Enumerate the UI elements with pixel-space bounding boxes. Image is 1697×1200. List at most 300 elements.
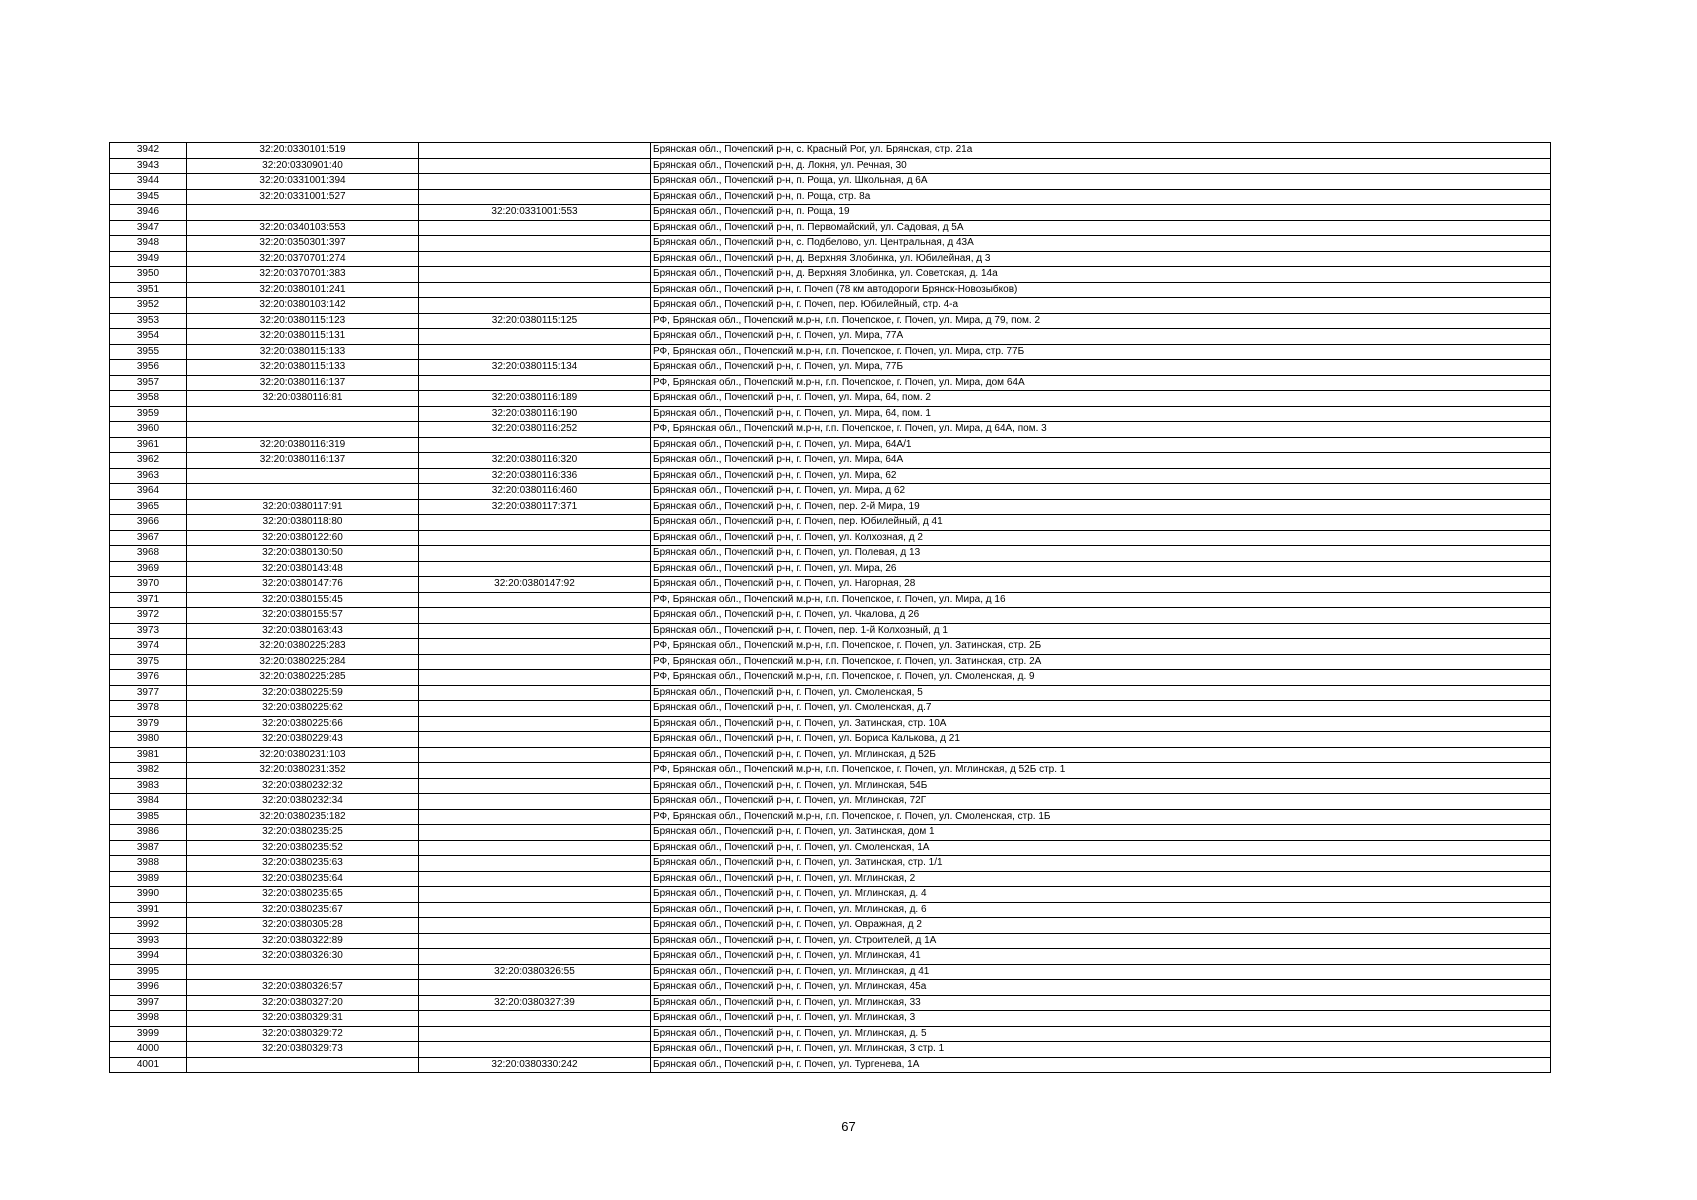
land-cadastral-number-cell: 32:20:0380235:25 xyxy=(187,825,419,841)
table-row xyxy=(110,422,1551,438)
land-cadastral-number-cell: 32:20:0331001:394 xyxy=(187,174,419,190)
address-cell: Брянская обл., Почепский р-н, г. Почеп (78 км автодороги Брянск-Новозыбков) xyxy=(651,282,1551,298)
land-cadastral-number-cell: 32:20:0380116:319 xyxy=(187,437,419,453)
table-row xyxy=(110,933,1551,949)
table-row xyxy=(110,670,1551,686)
land-cadastral-number-cell: 32:20:0380225:66 xyxy=(187,716,419,732)
row-number-cell: 3989 xyxy=(110,871,187,887)
row-number-cell: 3969 xyxy=(110,561,187,577)
row-number-cell: 3946 xyxy=(110,205,187,221)
address-cell: Брянская обл., Почепский р-н, г. Почеп, ул. Чкалова, д 26 xyxy=(651,608,1551,624)
land-cadastral-number-cell: 32:20:0380329:31 xyxy=(187,1011,419,1027)
table-row xyxy=(110,825,1551,841)
row-number-cell: 3942 xyxy=(110,143,187,159)
address-cell: Брянская обл., Почепский р-н, п. Роща, стр. 8а xyxy=(651,189,1551,205)
land-cadastral-number-cell: 32:20:0380235:182 xyxy=(187,809,419,825)
table-row xyxy=(110,267,1551,283)
address-cell: Брянская обл., Почепский р-н, г. Почеп, ул. Мира, 64, пом. 1 xyxy=(651,406,1551,422)
row-number-cell: 3950 xyxy=(110,267,187,283)
land-cadastral-number-cell: 32:20:0380225:62 xyxy=(187,701,419,717)
table-row xyxy=(110,329,1551,345)
address-cell: Брянская обл., Почепский р-н, г. Почеп, ул. Мира, 64, пом. 2 xyxy=(651,391,1551,407)
row-number-cell: 3985 xyxy=(110,809,187,825)
object-cadastral-number-cell: 32:20:0380326:55 xyxy=(419,964,651,980)
row-number-cell: 3960 xyxy=(110,422,187,438)
registry-table-body xyxy=(110,143,1551,1073)
land-cadastral-number-cell: 32:20:0380322:89 xyxy=(187,933,419,949)
address-cell: Брянская обл., Почепский р-н, г. Почеп, ул. Затинская, стр. 1/1 xyxy=(651,856,1551,872)
row-number-cell: 3998 xyxy=(110,1011,187,1027)
land-cadastral-number-cell: 32:20:0380329:72 xyxy=(187,1026,419,1042)
row-number-cell: 3954 xyxy=(110,329,187,345)
address-cell: Брянская обл., Почепский р-н, г. Почеп, ул. Мира, 64А xyxy=(651,453,1551,469)
row-number-cell: 3995 xyxy=(110,964,187,980)
address-cell: Брянская обл., Почепский р-н, г. Почеп, ул. Мглинская, д. 6 xyxy=(651,902,1551,918)
object-cadastral-number-cell xyxy=(419,856,651,872)
table-row xyxy=(110,530,1551,546)
address-cell: Брянская обл., Почепский р-н, с. Подбелово, ул. Центральная, д 43А xyxy=(651,236,1551,252)
address-cell: Брянская обл., Почепский р-н, г. Почеп, ул. Мглинская, д. 4 xyxy=(651,887,1551,903)
land-cadastral-number-cell: 32:20:0370701:383 xyxy=(187,267,419,283)
land-cadastral-number-cell: 32:20:0380232:34 xyxy=(187,794,419,810)
land-cadastral-number-cell: 32:20:0380115:133 xyxy=(187,360,419,376)
row-number-cell: 3994 xyxy=(110,949,187,965)
row-number-cell: 3965 xyxy=(110,499,187,515)
object-cadastral-number-cell xyxy=(419,189,651,205)
land-cadastral-number-cell: 32:20:0380115:131 xyxy=(187,329,419,345)
table-row xyxy=(110,158,1551,174)
row-number-cell: 3990 xyxy=(110,887,187,903)
object-cadastral-number-cell xyxy=(419,701,651,717)
table-row xyxy=(110,639,1551,655)
object-cadastral-number-cell xyxy=(419,251,651,267)
table-row xyxy=(110,406,1551,422)
row-number-cell: 3948 xyxy=(110,236,187,252)
address-cell: РФ, Брянская обл., Почепский м.р-н, г.п. Почепское, г. Почеп, ул. Мира, д 16 xyxy=(651,592,1551,608)
address-cell: Брянская обл., Почепский р-н, г. Почеп, ул. Нагорная, 28 xyxy=(651,577,1551,593)
object-cadastral-number-cell xyxy=(419,546,651,562)
table-row xyxy=(110,949,1551,965)
row-number-cell: 3981 xyxy=(110,747,187,763)
object-cadastral-number-cell xyxy=(419,515,651,531)
row-number-cell: 3991 xyxy=(110,902,187,918)
land-cadastral-number-cell: 32:20:0380117:91 xyxy=(187,499,419,515)
object-cadastral-number-cell: 32:20:0380116:460 xyxy=(419,484,651,500)
row-number-cell: 3996 xyxy=(110,980,187,996)
row-number-cell: 3975 xyxy=(110,654,187,670)
object-cadastral-number-cell: 32:20:0380115:125 xyxy=(419,313,651,329)
address-cell: РФ, Брянская обл., Почепский м.р-н, г.п. Почепское, г. Почеп, ул. Смоленская, стр. 1Б xyxy=(651,809,1551,825)
address-cell: Брянская обл., Почепский р-н, г. Почеп, ул. Мглинская, д 41 xyxy=(651,964,1551,980)
table-row xyxy=(110,1042,1551,1058)
address-cell: Брянская обл., Почепский р-н, г. Почеп, ул. Мира, 77Б xyxy=(651,360,1551,376)
table-row xyxy=(110,856,1551,872)
object-cadastral-number-cell xyxy=(419,778,651,794)
address-cell: Брянская обл., Почепский р-н, г. Почеп, ул. Мглинская, 45а xyxy=(651,980,1551,996)
land-cadastral-number-cell: 32:20:0380225:284 xyxy=(187,654,419,670)
registry-table xyxy=(109,142,1551,1073)
object-cadastral-number-cell: 32:20:0380330:242 xyxy=(419,1057,651,1073)
row-number-cell: 4001 xyxy=(110,1057,187,1073)
address-cell: Брянская обл., Почепский р-н, г. Почеп, ул. Мглинская, 41 xyxy=(651,949,1551,965)
address-cell: Брянская обл., Почепский р-н, г. Почеп, ул. Затинская, дом 1 xyxy=(651,825,1551,841)
table-row xyxy=(110,778,1551,794)
table-row xyxy=(110,654,1551,670)
land-cadastral-number-cell: 32:20:0380235:64 xyxy=(187,871,419,887)
land-cadastral-number-cell: 32:20:0380231:352 xyxy=(187,763,419,779)
table-row xyxy=(110,251,1551,267)
table-row xyxy=(110,918,1551,934)
address-cell: Брянская обл., Почепский р-н, д. Локня, ул. Речная, 30 xyxy=(651,158,1551,174)
land-cadastral-number-cell: 32:20:0380116:137 xyxy=(187,453,419,469)
land-cadastral-number-cell: 32:20:0380225:283 xyxy=(187,639,419,655)
address-cell: Брянская обл., Почепский р-н, г. Почеп, ул. Мира, 62 xyxy=(651,468,1551,484)
address-cell: Брянская обл., Почепский р-н, г. Почеп, ул. Полевая, д 13 xyxy=(651,546,1551,562)
row-number-cell: 3962 xyxy=(110,453,187,469)
row-number-cell: 3988 xyxy=(110,856,187,872)
object-cadastral-number-cell: 32:20:0331001:553 xyxy=(419,205,651,221)
object-cadastral-number-cell: 32:20:0380116:336 xyxy=(419,468,651,484)
object-cadastral-number-cell: 32:20:0380116:190 xyxy=(419,406,651,422)
object-cadastral-number-cell: 32:20:0380116:320 xyxy=(419,453,651,469)
row-number-cell: 3952 xyxy=(110,298,187,314)
address-cell: Брянская обл., Почепский р-н, п. Роща, 19 xyxy=(651,205,1551,221)
row-number-cell: 3977 xyxy=(110,685,187,701)
object-cadastral-number-cell xyxy=(419,902,651,918)
table-row xyxy=(110,1026,1551,1042)
address-cell: Брянская обл., Почепский р-н, д. Верхняя Злобинка, ул. Советская, д. 14а xyxy=(651,267,1551,283)
address-cell: РФ, Брянская обл., Почепский м.р-н, г.п. Почепское, г. Почеп, ул. Мглинская, д 52Б стр. 1 xyxy=(651,763,1551,779)
land-cadastral-number-cell xyxy=(187,964,419,980)
land-cadastral-number-cell: 32:20:0380235:52 xyxy=(187,840,419,856)
object-cadastral-number-cell xyxy=(419,840,651,856)
address-cell: РФ, Брянская обл., Почепский м.р-н, г.п. Почепское, г. Почеп, ул. Мира, д 79, пом. 2 xyxy=(651,313,1551,329)
table-row xyxy=(110,484,1551,500)
land-cadastral-number-cell: 32:20:0380116:81 xyxy=(187,391,419,407)
row-number-cell: 3957 xyxy=(110,375,187,391)
land-cadastral-number-cell: 32:20:0380235:63 xyxy=(187,856,419,872)
row-number-cell: 3958 xyxy=(110,391,187,407)
object-cadastral-number-cell xyxy=(419,158,651,174)
row-number-cell: 3943 xyxy=(110,158,187,174)
address-cell: Брянская обл., Почепский р-н, г. Почеп, ул. Мглинская, д. 5 xyxy=(651,1026,1551,1042)
object-cadastral-number-cell xyxy=(419,282,651,298)
table-row xyxy=(110,344,1551,360)
table-row xyxy=(110,437,1551,453)
land-cadastral-number-cell: 32:20:0380305:28 xyxy=(187,918,419,934)
address-cell: Брянская обл., Почепский р-н, г. Почеп, ул. Смоленская, д.7 xyxy=(651,701,1551,717)
land-cadastral-number-cell: 32:20:0380327:20 xyxy=(187,995,419,1011)
table-row xyxy=(110,189,1551,205)
land-cadastral-number-cell: 32:20:0380115:133 xyxy=(187,344,419,360)
object-cadastral-number-cell: 32:20:0380117:371 xyxy=(419,499,651,515)
land-cadastral-number-cell: 32:20:0380122:60 xyxy=(187,530,419,546)
address-cell: РФ, Брянская обл., Почепский м.р-н, г.п. Почепское, г. Почеп, ул. Смоленская, д. 9 xyxy=(651,670,1551,686)
row-number-cell: 3953 xyxy=(110,313,187,329)
object-cadastral-number-cell xyxy=(419,143,651,159)
address-cell: Брянская обл., Почепский р-н, г. Почеп, пер. 2-й Мира, 19 xyxy=(651,499,1551,515)
land-cadastral-number-cell: 32:20:0380235:67 xyxy=(187,902,419,918)
table-row xyxy=(110,794,1551,810)
land-cadastral-number-cell: 32:20:0380116:137 xyxy=(187,375,419,391)
land-cadastral-number-cell: 32:20:0330901:40 xyxy=(187,158,419,174)
table-row xyxy=(110,360,1551,376)
row-number-cell: 3971 xyxy=(110,592,187,608)
row-number-cell: 3959 xyxy=(110,406,187,422)
object-cadastral-number-cell xyxy=(419,887,651,903)
row-number-cell: 3968 xyxy=(110,546,187,562)
row-number-cell: 3982 xyxy=(110,763,187,779)
address-cell: Брянская обл., Почепский р-н, г. Почеп, ул. Мглинская, 33 xyxy=(651,995,1551,1011)
table-row xyxy=(110,1011,1551,1027)
row-number-cell: 3944 xyxy=(110,174,187,190)
object-cadastral-number-cell xyxy=(419,608,651,624)
land-cadastral-number-cell: 32:20:0330101:519 xyxy=(187,143,419,159)
row-number-cell: 3964 xyxy=(110,484,187,500)
row-number-cell: 3992 xyxy=(110,918,187,934)
object-cadastral-number-cell xyxy=(419,871,651,887)
object-cadastral-number-cell xyxy=(419,933,651,949)
land-cadastral-number-cell xyxy=(187,1057,419,1073)
row-number-cell: 3956 xyxy=(110,360,187,376)
table-row xyxy=(110,1057,1551,1073)
land-cadastral-number-cell: 32:20:0380229:43 xyxy=(187,732,419,748)
address-cell: Брянская обл., Почепский р-н, г. Почеп, ул. Мглинская, 3 стр. 1 xyxy=(651,1042,1551,1058)
row-number-cell: 3979 xyxy=(110,716,187,732)
land-cadastral-number-cell xyxy=(187,422,419,438)
land-cadastral-number-cell: 32:20:0340103:553 xyxy=(187,220,419,236)
land-cadastral-number-cell xyxy=(187,484,419,500)
table-row xyxy=(110,840,1551,856)
object-cadastral-number-cell: 32:20:0380327:39 xyxy=(419,995,651,1011)
address-cell: Брянская обл., Почепский р-н, г. Почеп, ул. Мглинская, 54Б xyxy=(651,778,1551,794)
object-cadastral-number-cell xyxy=(419,344,651,360)
object-cadastral-number-cell xyxy=(419,267,651,283)
land-cadastral-number-cell xyxy=(187,406,419,422)
page-number: 67 xyxy=(841,1119,856,1134)
table-row xyxy=(110,608,1551,624)
address-cell: Брянская обл., Почепский р-н, г. Почеп, ул. Мглинская, 2 xyxy=(651,871,1551,887)
table-row xyxy=(110,375,1551,391)
address-cell: РФ, Брянская обл., Почепский м.р-н, г.п. Почепское, г. Почеп, ул. Мира, д 64А, пом. 3 xyxy=(651,422,1551,438)
table-row xyxy=(110,282,1551,298)
land-cadastral-number-cell: 32:20:0380225:59 xyxy=(187,685,419,701)
land-cadastral-number-cell: 32:20:0380329:73 xyxy=(187,1042,419,1058)
table-row xyxy=(110,887,1551,903)
table-row xyxy=(110,205,1551,221)
table-row xyxy=(110,716,1551,732)
row-number-cell: 3974 xyxy=(110,639,187,655)
table-row xyxy=(110,453,1551,469)
object-cadastral-number-cell xyxy=(419,236,651,252)
object-cadastral-number-cell xyxy=(419,375,651,391)
address-cell: Брянская обл., Почепский р-н, г. Почеп, ул. Затинская, стр. 10А xyxy=(651,716,1551,732)
object-cadastral-number-cell xyxy=(419,716,651,732)
address-cell: РФ, Брянская обл., Почепский м.р-н, г.п. Почепское, г. Почеп, ул. Затинская, стр. 2Б xyxy=(651,639,1551,655)
row-number-cell: 3947 xyxy=(110,220,187,236)
object-cadastral-number-cell xyxy=(419,1011,651,1027)
land-cadastral-number-cell xyxy=(187,468,419,484)
object-cadastral-number-cell xyxy=(419,654,651,670)
row-number-cell: 3986 xyxy=(110,825,187,841)
land-cadastral-number-cell: 32:20:0380235:65 xyxy=(187,887,419,903)
address-cell: Брянская обл., Почепский р-н, г. Почеп, ул. Тургенева, 1А xyxy=(651,1057,1551,1073)
object-cadastral-number-cell xyxy=(419,794,651,810)
object-cadastral-number-cell xyxy=(419,670,651,686)
address-cell: Брянская обл., Почепский р-н, г. Почеп, пер. Юбилейный, д 41 xyxy=(651,515,1551,531)
address-cell: Брянская обл., Почепский р-н, г. Почеп, пер. Юбилейный, стр. 4-а xyxy=(651,298,1551,314)
land-cadastral-number-cell: 32:20:0380225:285 xyxy=(187,670,419,686)
object-cadastral-number-cell xyxy=(419,623,651,639)
address-cell: Брянская обл., Почепский р-н, г. Почеп, ул. Колхозная, д 2 xyxy=(651,530,1551,546)
object-cadastral-number-cell xyxy=(419,747,651,763)
table-row xyxy=(110,763,1551,779)
table-row xyxy=(110,871,1551,887)
table-row xyxy=(110,143,1551,159)
table-row xyxy=(110,964,1551,980)
object-cadastral-number-cell xyxy=(419,437,651,453)
row-number-cell: 3970 xyxy=(110,577,187,593)
object-cadastral-number-cell xyxy=(419,732,651,748)
table-row xyxy=(110,995,1551,1011)
land-cadastral-number-cell: 32:20:0380163:43 xyxy=(187,623,419,639)
table-row xyxy=(110,298,1551,314)
row-number-cell: 3983 xyxy=(110,778,187,794)
table-row xyxy=(110,220,1551,236)
address-cell: Брянская обл., Почепский р-н, г. Почеп, ул. Мира, д 62 xyxy=(651,484,1551,500)
row-number-cell: 3978 xyxy=(110,701,187,717)
row-number-cell: 3976 xyxy=(110,670,187,686)
row-number-cell: 3997 xyxy=(110,995,187,1011)
table-row xyxy=(110,592,1551,608)
address-cell: Брянская обл., Почепский р-н, п. Роща, ул. Школьная, д 6А xyxy=(651,174,1551,190)
land-cadastral-number-cell: 32:20:0380231:103 xyxy=(187,747,419,763)
address-cell: РФ, Брянская обл., Почепский м.р-н, г.п. Почепское, г. Почеп, ул. Мира, дом 64А xyxy=(651,375,1551,391)
table-row xyxy=(110,546,1551,562)
object-cadastral-number-cell xyxy=(419,530,651,546)
object-cadastral-number-cell xyxy=(419,980,651,996)
table-row xyxy=(110,685,1551,701)
land-cadastral-number-cell: 32:20:0380101:241 xyxy=(187,282,419,298)
row-number-cell: 3949 xyxy=(110,251,187,267)
address-cell: Брянская обл., Почепский р-н, г. Почеп, пер. 1-й Колхозный, д 1 xyxy=(651,623,1551,639)
land-cadastral-number-cell: 32:20:0380155:57 xyxy=(187,608,419,624)
object-cadastral-number-cell xyxy=(419,1026,651,1042)
row-number-cell: 3951 xyxy=(110,282,187,298)
land-cadastral-number-cell: 32:20:0380155:45 xyxy=(187,592,419,608)
table-row xyxy=(110,809,1551,825)
object-cadastral-number-cell xyxy=(419,685,651,701)
land-cadastral-number-cell: 32:20:0380103:142 xyxy=(187,298,419,314)
address-cell: Брянская обл., Почепский р-н, г. Почеп, ул. Мира, 77А xyxy=(651,329,1551,345)
row-number-cell: 3984 xyxy=(110,794,187,810)
row-number-cell: 3945 xyxy=(110,189,187,205)
address-cell: Брянская обл., Почепский р-н, г. Почеп, ул. Мглинская, 3 xyxy=(651,1011,1551,1027)
table-row xyxy=(110,623,1551,639)
address-cell: Брянская обл., Почепский р-н, п. Первомайский, ул. Садовая, д 5А xyxy=(651,220,1551,236)
row-number-cell: 3972 xyxy=(110,608,187,624)
table-row xyxy=(110,313,1551,329)
address-cell: Брянская обл., Почепский р-н, г. Почеп, ул. Мглинская, 72Г xyxy=(651,794,1551,810)
object-cadastral-number-cell xyxy=(419,220,651,236)
object-cadastral-number-cell xyxy=(419,561,651,577)
object-cadastral-number-cell xyxy=(419,639,651,655)
object-cadastral-number-cell xyxy=(419,825,651,841)
address-cell: Брянская обл., Почепский р-н, г. Почеп, ул. Мира, 26 xyxy=(651,561,1551,577)
object-cadastral-number-cell: 32:20:0380147:92 xyxy=(419,577,651,593)
object-cadastral-number-cell xyxy=(419,949,651,965)
address-cell: Брянская обл., Почепский р-н, г. Почеп, ул. Смоленская, 5 xyxy=(651,685,1551,701)
address-cell: Брянская обл., Почепский р-н, г. Почеп, ул. Бориса Калькова, д 21 xyxy=(651,732,1551,748)
address-cell: РФ, Брянская обл., Почепский м.р-н, г.п. Почепское, г. Почеп, ул. Мира, стр. 77Б xyxy=(651,344,1551,360)
address-cell: Брянская обл., Почепский р-н, с. Красный Рог, ул. Брянская, стр. 21а xyxy=(651,143,1551,159)
land-cadastral-number-cell: 32:20:0380147:76 xyxy=(187,577,419,593)
row-number-cell: 3980 xyxy=(110,732,187,748)
object-cadastral-number-cell: 32:20:0380116:252 xyxy=(419,422,651,438)
row-number-cell: 3993 xyxy=(110,933,187,949)
address-cell: Брянская обл., Почепский р-н, г. Почеп, ул. Строителей, д 1А xyxy=(651,933,1551,949)
land-cadastral-number-cell: 32:20:0380326:57 xyxy=(187,980,419,996)
land-cadastral-number-cell xyxy=(187,205,419,221)
object-cadastral-number-cell xyxy=(419,592,651,608)
table-row xyxy=(110,561,1551,577)
row-number-cell: 3973 xyxy=(110,623,187,639)
row-number-cell: 3961 xyxy=(110,437,187,453)
table-row xyxy=(110,236,1551,252)
object-cadastral-number-cell xyxy=(419,174,651,190)
land-cadastral-number-cell: 32:20:0380118:80 xyxy=(187,515,419,531)
object-cadastral-number-cell xyxy=(419,918,651,934)
address-cell: Брянская обл., Почепский р-н, г. Почеп, ул. Смоленская, 1А xyxy=(651,840,1551,856)
object-cadastral-number-cell: 32:20:0380116:189 xyxy=(419,391,651,407)
address-cell: Брянская обл., Почепский р-н, г. Почеп, ул. Овражная, д 2 xyxy=(651,918,1551,934)
table-row xyxy=(110,732,1551,748)
object-cadastral-number-cell xyxy=(419,763,651,779)
land-cadastral-number-cell: 32:20:0380130:50 xyxy=(187,546,419,562)
address-cell: РФ, Брянская обл., Почепский м.р-н, г.п. Почепское, г. Почеп, ул. Затинская, стр. 2А xyxy=(651,654,1551,670)
row-number-cell: 3987 xyxy=(110,840,187,856)
land-cadastral-number-cell: 32:20:0331001:527 xyxy=(187,189,419,205)
object-cadastral-number-cell xyxy=(419,809,651,825)
table-row xyxy=(110,174,1551,190)
row-number-cell: 3967 xyxy=(110,530,187,546)
row-number-cell: 4000 xyxy=(110,1042,187,1058)
table-row xyxy=(110,468,1551,484)
object-cadastral-number-cell: 32:20:0380115:134 xyxy=(419,360,651,376)
address-cell: Брянская обл., Почепский р-н, г. Почеп, ул. Мира, 64А/1 xyxy=(651,437,1551,453)
address-cell: Брянская обл., Почепский р-н, д. Верхняя Злобинка, ул. Юбилейная, д 3 xyxy=(651,251,1551,267)
table-row xyxy=(110,577,1551,593)
row-number-cell: 3955 xyxy=(110,344,187,360)
table-row xyxy=(110,902,1551,918)
table-row xyxy=(110,747,1551,763)
object-cadastral-number-cell xyxy=(419,1042,651,1058)
land-cadastral-number-cell: 32:20:0380232:32 xyxy=(187,778,419,794)
land-cadastral-number-cell: 32:20:0380115:123 xyxy=(187,313,419,329)
table-row xyxy=(110,391,1551,407)
table-row xyxy=(110,980,1551,996)
land-cadastral-number-cell: 32:20:0380143:48 xyxy=(187,561,419,577)
land-cadastral-number-cell: 32:20:0380326:30 xyxy=(187,949,419,965)
land-cadastral-number-cell: 32:20:0370701:274 xyxy=(187,251,419,267)
table-row xyxy=(110,701,1551,717)
row-number-cell: 3963 xyxy=(110,468,187,484)
table-row xyxy=(110,515,1551,531)
object-cadastral-number-cell xyxy=(419,298,651,314)
row-number-cell: 3999 xyxy=(110,1026,187,1042)
land-cadastral-number-cell: 32:20:0350301:397 xyxy=(187,236,419,252)
row-number-cell: 3966 xyxy=(110,515,187,531)
